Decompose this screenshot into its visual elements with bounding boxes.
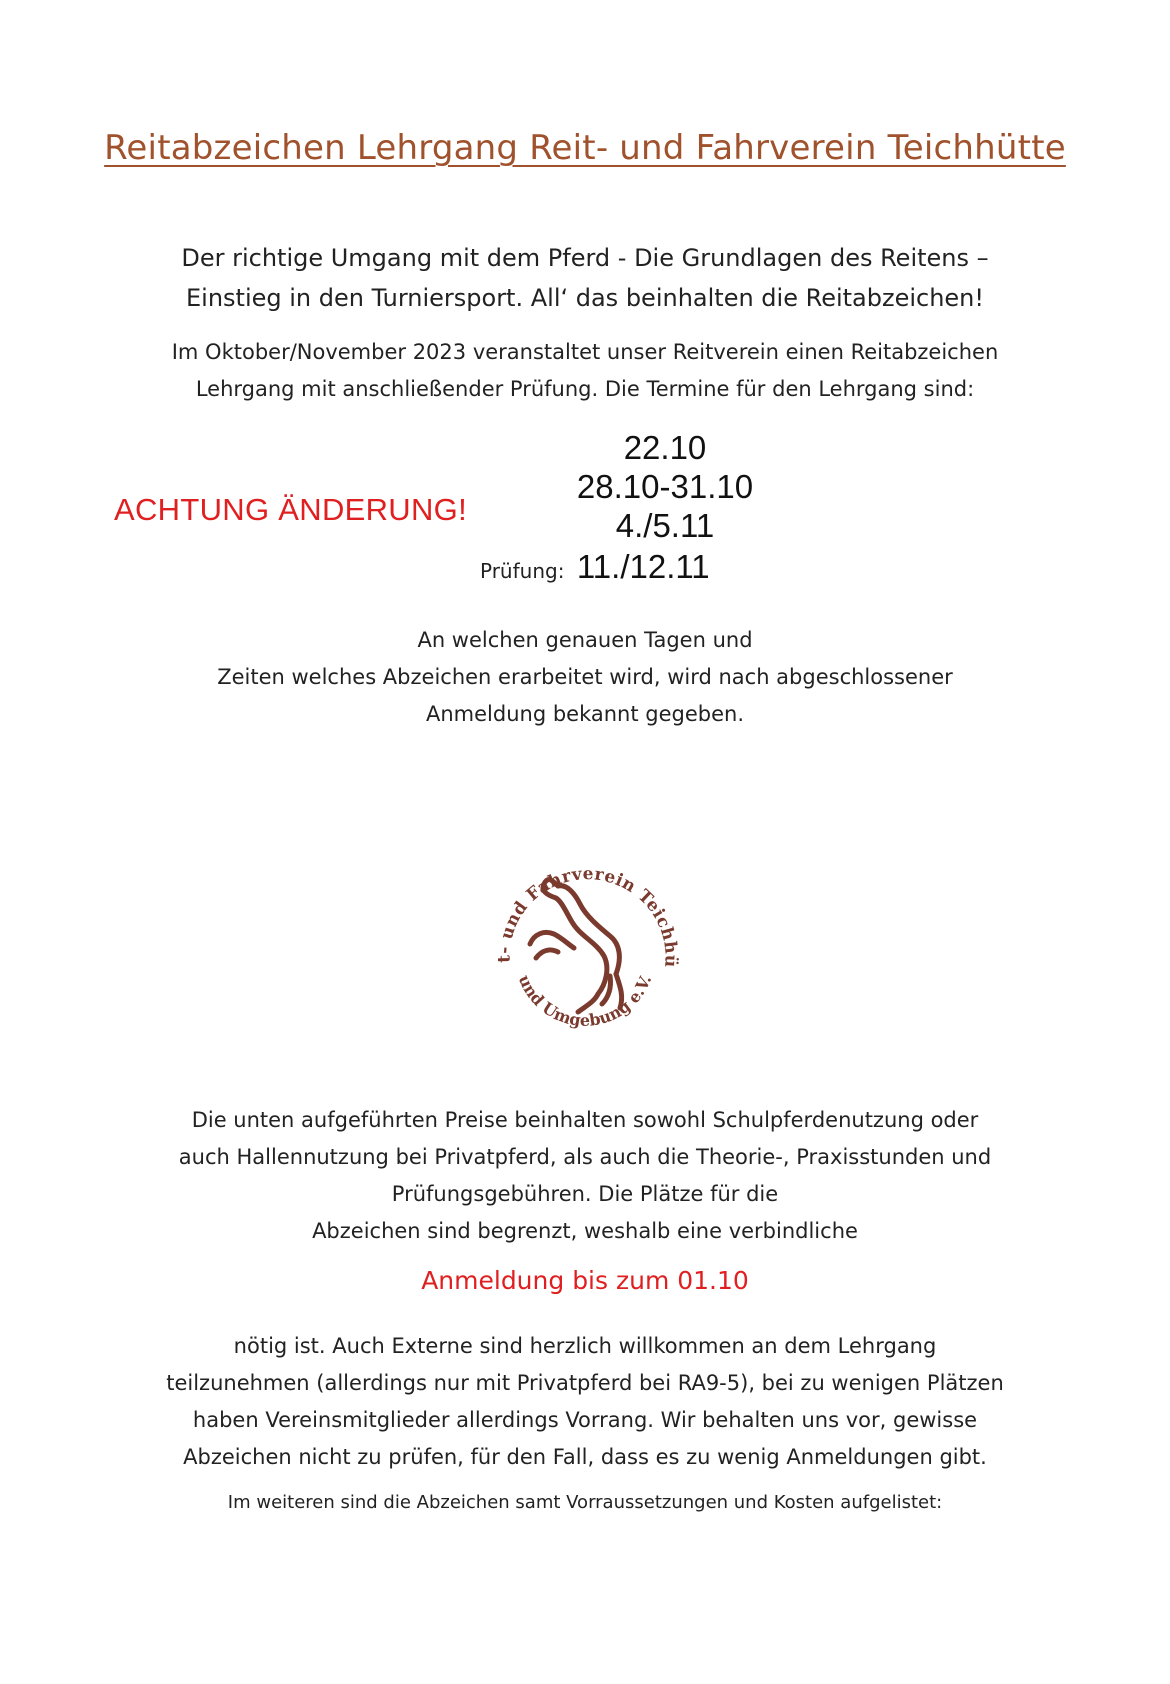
intro-line: Der richtige Umgang mit dem Pferd - Die Grundlagen des Reitens –: [181, 244, 989, 272]
registration-line: nötig ist. Auch Externe sind herzlich willkommen an dem Lehrgang: [233, 1334, 937, 1358]
intro-text: [60, 238, 1110, 318]
registration-line: haben Vereinsmitglieder allerdings Vorrang. Wir behalten uns vor, gewisse: [192, 1408, 978, 1432]
exam-label: Prüfung:: [480, 559, 565, 583]
prices-line: Die unten aufgeführten Preise beinhalten sowohl Schulpferdenutzung oder: [191, 1108, 979, 1132]
course-date: 22.10: [623, 429, 707, 466]
schedule-note-line: Anmeldung bekannt gegeben.: [425, 702, 744, 726]
prices-line: Abzeichen sind begrenzt, weshalb eine verbindliche: [312, 1219, 858, 1243]
schedule-note: [60, 622, 1110, 733]
announcement-line: Lehrgang mit anschließender Prüfung. Die Termine für den Lehrgang sind:: [195, 377, 975, 401]
document-title: Reitabzeichen Lehrgang Reit- und Fahrverein Teichhütte: [104, 128, 1066, 168]
course-date: 28.10-31.10: [576, 468, 754, 505]
course-date: 4./5.11: [615, 507, 715, 544]
registration-line: teilzunehmen (allerdings nur mit Privatpferd bei RA9-5), bei zu wenigen Plätzen: [166, 1371, 1004, 1395]
exam-date-row: [480, 548, 710, 586]
logo-arc-bottom: und Umgebung e.V.: [514, 972, 656, 1030]
footer-note: Im weiteren sind die Abzeichen samt Vorraussetzungen und Kosten aufgelistet:: [227, 1492, 943, 1513]
prices-line: Prüfungsgebühren. Die Plätze für die: [391, 1182, 779, 1206]
prices-text: [60, 1102, 1110, 1250]
logo-arc-top: t- und Fahrverein Teichhü: [494, 864, 681, 969]
schedule-note-line: Zeiten welches Abzeichen erarbeitet wird, wird nach abgeschlossener: [217, 665, 953, 689]
exam-date: 11./12.11: [576, 548, 710, 585]
svg-text:und Umgebung e.V.: [515, 972, 655, 1030]
announcement-line: Im Oktober/November 2023 veranstaltet unser Reitverein einen Reitabzeichen: [171, 340, 999, 364]
prices-line: auch Hallennutzung bei Privatpferd, als auch die Theorie-, Praxisstunden und: [178, 1145, 992, 1169]
announcement-text: [60, 334, 1110, 408]
registration-deadline: Anmeldung bis zum 01.10: [421, 1266, 749, 1295]
club-logo: [470, 826, 700, 1056]
schedule-note-line: An welchen genauen Tagen und: [417, 628, 753, 652]
intro-line: Einstieg in den Turniersport. All‘ das beinhalten die Reitabzeichen!: [185, 284, 985, 312]
horse-logo-icon: [470, 826, 700, 1056]
course-dates: [540, 428, 790, 545]
registration-line: Abzeichen nicht zu prüfen, für den Fall, dass es zu wenig Anmeldungen gibt.: [183, 1445, 987, 1469]
registration-text: [60, 1328, 1110, 1476]
change-notice: ACHTUNG ÄNDERUNG!: [114, 492, 468, 527]
